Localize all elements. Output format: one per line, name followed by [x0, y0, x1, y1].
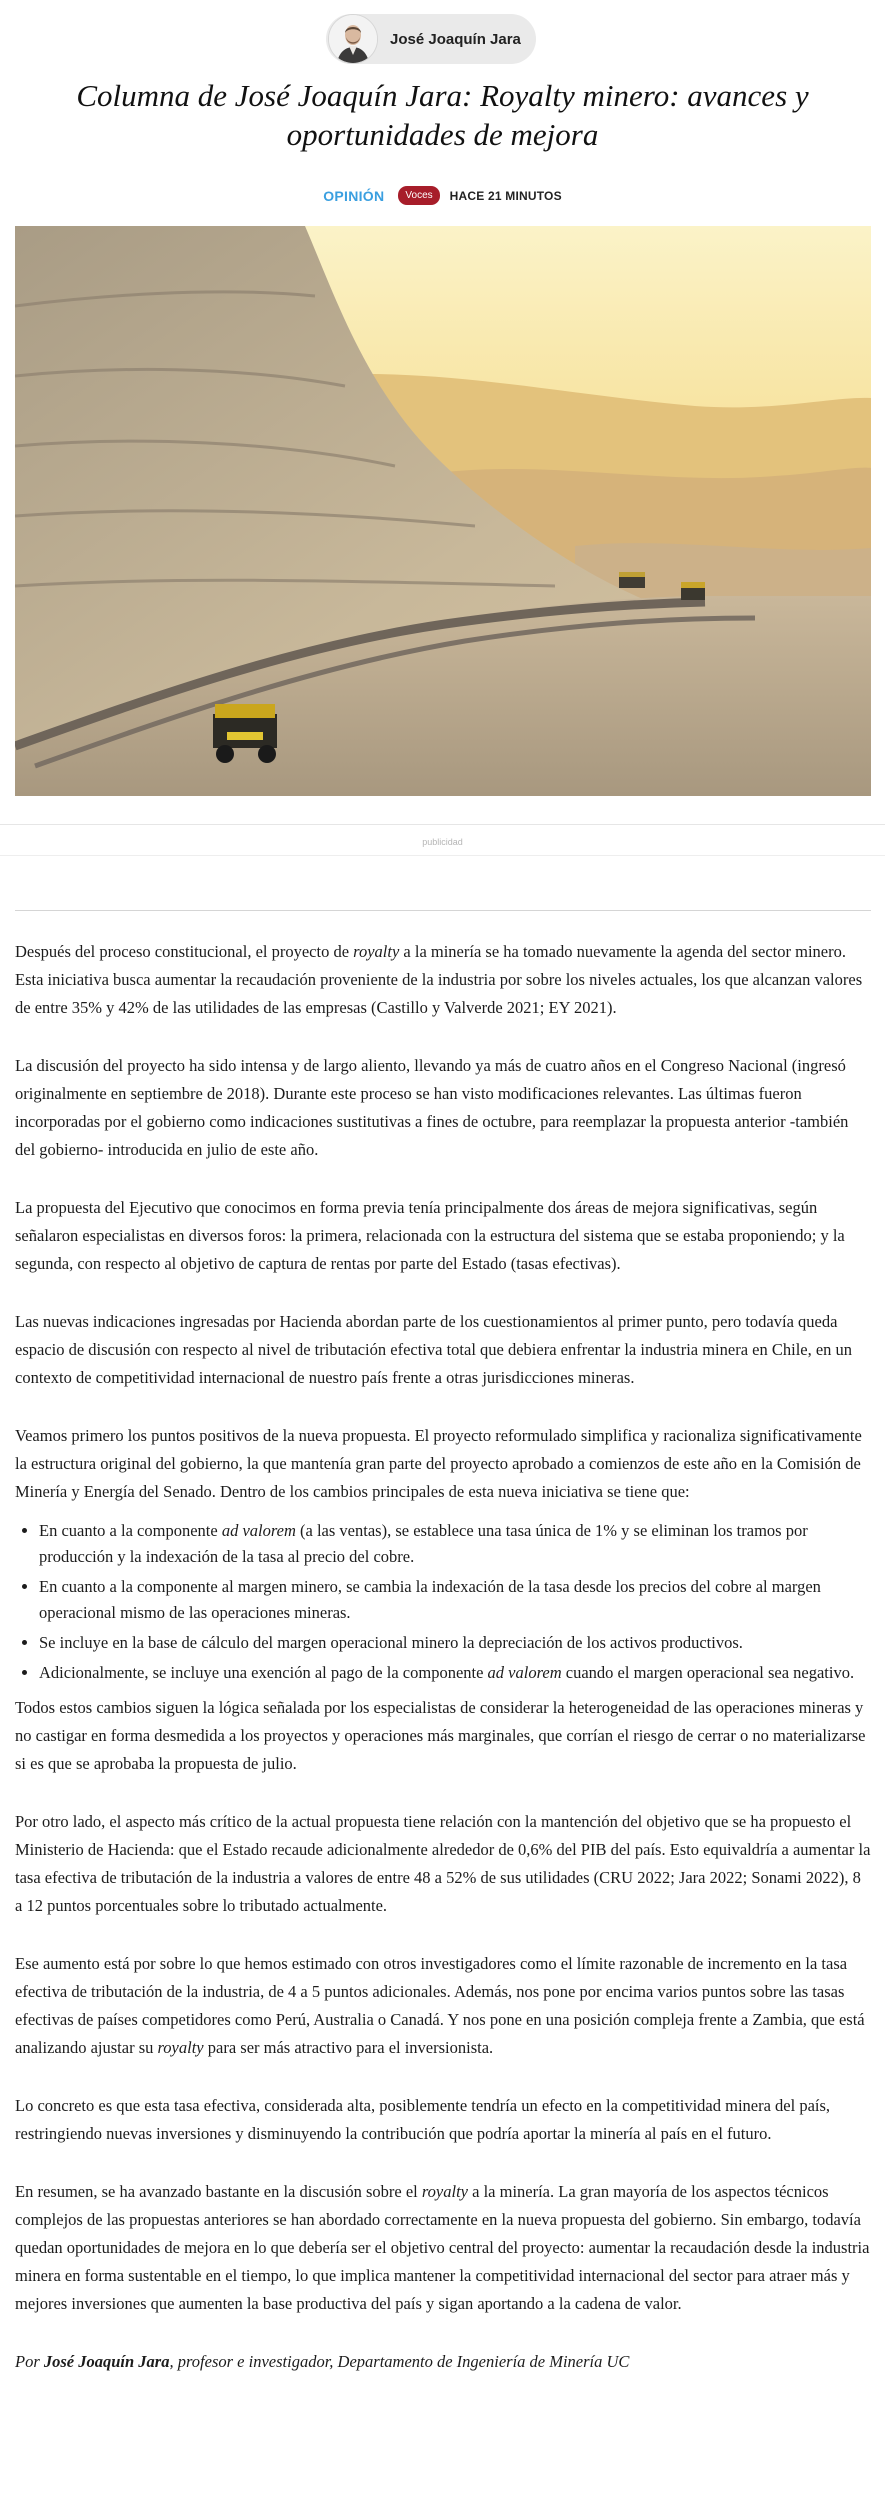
article-body — [15, 938, 871, 2406]
divider — [0, 855, 885, 856]
mine-photo — [15, 226, 871, 796]
article-meta — [0, 186, 885, 205]
paragraph: Las nuevas indicaciones ingresadas por Hacienda abordan parte de los cuestionamientos al primer punto, pero todavía queda espacio de discusión con respecto al nivel de tributación efectiva total que debiera enfrentar la industria minera en Chile, en un contexto de competitividad internacional de nuestro país frente a otras jurisdicciones mineras. — [15, 1312, 853, 1387]
list-item: • Adicionalmente, se incluye una exención al pago de la componente ad valorem cuando el margen operacional sea negativo. — [39, 1660, 871, 1686]
haul-truck-mid — [681, 582, 705, 600]
paragraph: Lo concreto es que esta tasa efectiva, considerada alta, posiblemente tendría un efecto en la competitividad minera del país, restringiendo nuevas inversiones y disminuyendo la contribución que podría aportar la minería al país en el futuro. — [15, 2096, 831, 2143]
author-name[interactable]: José Joaquín Jara — [390, 30, 521, 48]
divider — [15, 910, 871, 911]
hero-image — [15, 226, 871, 796]
byline-author: José Joaquín Jara — [43, 2352, 170, 2371]
author-chip[interactable] — [326, 14, 536, 64]
ad-label: publicidad — [422, 837, 463, 847]
divider — [0, 824, 885, 825]
paragraph: La discusión del proyecto ha sido intensa y de largo aliento, llevando ya más de cuatro años en el Congreso Nacional (ingresó originalmente en septiembre de 2018). Durante este proceso se han visto modificaciones relevantes. Las últimas fueron incorporadas por el gobierno como indicaciones sustitutivas a fines de octubre, para reemplazar la propuesta anterior -también del gobierno- introducida en julio de este año. — [15, 1056, 849, 1159]
category-badge[interactable]: Voces — [398, 186, 439, 205]
list-item: • En cuanto a la componente ad valorem (a las ventas), se establece una tasa única de 1% y se eliminan los tramos por producción y la indexación de la tasa al precio del cobre. — [39, 1518, 871, 1570]
paragraph: Después del proceso constitucional, el proyecto de royalty a la minería se ha tomado nuevamente la agenda del sector minero. Esta iniciativa busca aumentar la recaudación proveniente de la industria por sobre los niveles actuales, los que alcanzan valores de entre 35% y 42% de las utilidades de las empresas (Castillo y Valverde 2021; EY 2021). — [15, 942, 863, 1017]
author-byline: Por José Joaquín Jara, profesor e investigador, Departamento de Ingeniería de Minería UC — [15, 2352, 630, 2371]
paragraph: Veamos primero los puntos positivos de la nueva propuesta. El proyecto reformulado simplifica y racionaliza significativamente la estructura original del gobierno, la que mantenía gran parte del proyecto aprobado a comienzos de este año en la Comisión de Minería y Energía del Senado. Dentro de los cambios principales de esta nueva iniciativa se tiene que: — [15, 1426, 862, 1501]
section-link[interactable]: OPINIÓN — [323, 187, 385, 204]
paragraph: Ese aumento está por sobre lo que hemos estimado con otros investigadores como el límite razonable de incremento en la tasa efectiva de tributación de la industria, de 4 a 5 puntos adicionales. Además, nos pone por encima varios puntos sobre las tasas efectivas de países competidores como Perú, Australia o Canadá. Y nos pone en una posición compleja frente a Zambia, que está analizando ajustar su royalty para ser más atractivo para el inversionista. — [15, 1954, 865, 2057]
publish-time: HACE 21 MINUTOS — [449, 188, 562, 203]
article-title: Columna de José Joaquín Jara: Royalty minero: avances y oportunidades de mejora — [76, 78, 809, 152]
author-avatar[interactable] — [328, 14, 378, 64]
list-item: • Se incluye en la base de cálculo del margen operacional minero la depreciación de los activos productivos. — [39, 1630, 871, 1656]
paragraph: Por otro lado, el aspecto más crítico de la actual propuesta tiene relación con la mantención del objetivo que se ha propuesto el Ministerio de Hacienda: que el Estado recaude adicionalmente alrededor de 0,6% del PIB del país. Esto equivaldría a aumentar la tasa efectiva de tributación de la industria a valores de entre 48 a 52% de sus utilidades (CRU 2022; Jara 2022; Sonami 2022), 8 a 12 puntos porcentuales sobre lo tributado actualmente. — [15, 1812, 871, 1915]
author-photo — [329, 15, 377, 63]
paragraph: En resumen, se ha avanzado bastante en la discusión sobre el royalty a la minería. La gran mayoría de los aspectos técnicos complejos de las propuestas anteriores se han abordado correctamente en la nueva propuesta del gobierno. Sin embargo, todavía quedan oportunidades de mejora en lo que debería ser el objetivo central del proyecto: aumentar la recaudación desde la industria minera en forma sustentable en el tiempo, lo que implica mantener la competitividad internacional del sector para atraer más y mejores inversiones que aumenten la base productiva del país y sigan aportando a la cadena de valor. — [15, 2182, 870, 2313]
haul-truck-far — [619, 572, 645, 588]
changes-list — [15, 1518, 871, 1686]
paragraph: Todos estos cambios siguen la lógica señalada por los especialistas de considerar la heterogeneidad de las operaciones mineras y no castigar en forma desmedida a los proyectos y operaciones más marginales, que corrían el riesgo de cerrar o no materializarse si es que se aprobaba la propuesta de julio. — [15, 1698, 866, 1773]
list-item: • En cuanto a la componente al margen minero, se cambia la indexación de la tasa desde los precios del cobre al margen operacional mismo de las operaciones mineras. — [39, 1574, 871, 1626]
paragraph: La propuesta del Ejecutivo que conocimos en forma previa tenía principalmente dos áreas de mejora significativas, según señalaron especialistas en diversos foros: la primera, relacionada con la estructura del sistema que se estaba proponiendo; y la segunda, con respecto al objetivo de captura de rentas por parte del Estado (tasas efectivas). — [15, 1198, 845, 1273]
